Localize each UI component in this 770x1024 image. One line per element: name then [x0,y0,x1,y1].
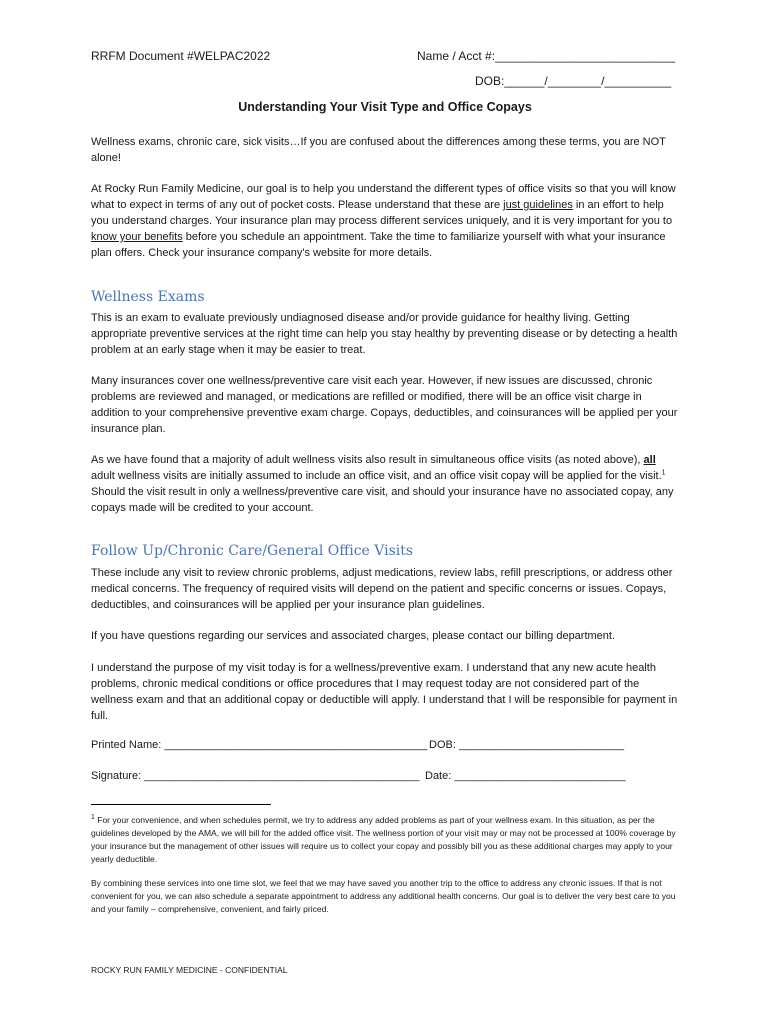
dob-field[interactable]: DOB: ___________________________ [429,739,625,751]
follow-up-heading: Follow Up/Chronic Care/General Office Visits [91,543,414,559]
document-id: RRFM Document #WELPAC2022 [91,49,271,63]
signature-field[interactable]: Signature: _____________________________________________ [91,770,420,782]
all-emphasis: all [643,454,656,466]
wellness-paragraph-3: As we have found that a majority of adult wellness visits also result in simultaneous office visits (as noted above), all adult wellness visits are initially assumed to include an office visit, and an office visit copay will be applied for the visit.$^1$ Should the visit result in only a wellness/preventive care visit, and should your insurance have no associated copay, any copays made will be credited to your account. [91,454,674,514]
footnote-divider [91,804,271,805]
footnote-2: By combining these services into one time slot, we feel that we may have saved you another trip to the office to address any chronic issues. If that is not convenient for you, we can also schedule a separate appointment to address any additional health concerns. Our goal is to deliver the very best care to you and your family – comprehensive, convenient, and fairly priced. [91,878,676,914]
wellness-paragraph-2: Many insurances cover one wellness/preventive care visit each year. However, if new issues are discussed, chronic problems are reviewed and managed, or medications are refilled or modified, there will be an office visit charge in addition to your comprehensive preventive exam charge. Copays, deductibles, and coinsurances will be applied per your insurance plan. [91,375,678,435]
know-your-benefits-text: know your benefits [91,231,183,243]
name-account-field[interactable]: Name / Acct #:___________________________ [417,49,676,63]
follow-up-paragraph-1: These include any visit to review chronic problems, adjust medications, review labs, refill prescriptions, or address other medical concerns. The frequency of required visits will depend on the patient and specific concerns or issues. Copays, deductibles, and coinsurances will be applied per your insurance plan guidelines. [91,567,673,611]
page-title: Understanding Your Visit Type and Office Copays [238,100,532,114]
acknowledgement-paragraph: I understand the purpose of my visit today is for a wellness/preventive exam. I understand that any new acute health problems, chronic medical conditions or office procedures that I may request today are not considered part of the wellness exam and that an additional copay or deductible will apply. I understand that I will be responsible for payment in full. [91,662,678,722]
dob-header-field[interactable]: DOB:______/________/__________ [475,74,672,88]
follow-up-paragraph-2: If you have questions regarding our services and associated charges, please contact our billing department. [91,630,616,642]
wellness-paragraph-1: This is an exam to evaluate previously undiagnosed disease and/or provide guidance for healthy living. Getting appropriate preventive services at the right time can help you stay healthy by preventing disease or by detecting a health problem at an early stage when it may be easier to treat. [91,312,678,356]
date-field[interactable]: Date: ____________________________ [425,770,626,782]
wellness-exams-heading: Wellness Exams [91,289,205,305]
intro-paragraph-1: Wellness exams, chronic care, sick visits…If you are confused about the differences among these terms, you are NOT alone! [91,136,666,164]
footnote-ref: 1 [661,469,666,477]
footnote-1: $^1$ For your convenience, and when schedules permit, we try to address any added problems as part of your wellness exam. In this situation, as per the guidelines developed by the AMA, we will bill for the added office visit. The wellness portion of your visit may or may not be processed at 100% coverage by your insurance but the management of other issues will require us to collect your copay and possibly bill you as these additional charges may apply to your yearly deductible. [91,814,676,864]
intro-paragraph-2: At Rocky Run Family Medicine, our goal is to help you understand the different types of office visits so that you will know what to expect in terms of any out of pocket costs. Please understand that these are just guidelines in an effort to help you understand charges. Your insurance plan may process different services uniquely, and it is very important for you to know your benefits before you schedule an appointment. Take the time to familiarize yourself with what your insurance plan offers. Check your insurance company's website for more details. [91,183,676,259]
just-guidelines-text: just guidelines [503,199,573,211]
printed-name-field[interactable]: Printed Name: ___________________________________________ [91,739,428,751]
footnote-number: 1 [91,814,95,822]
confidential-footer: ROCKY RUN FAMILY MEDICINE - CONFIDENTIAL [91,965,288,975]
